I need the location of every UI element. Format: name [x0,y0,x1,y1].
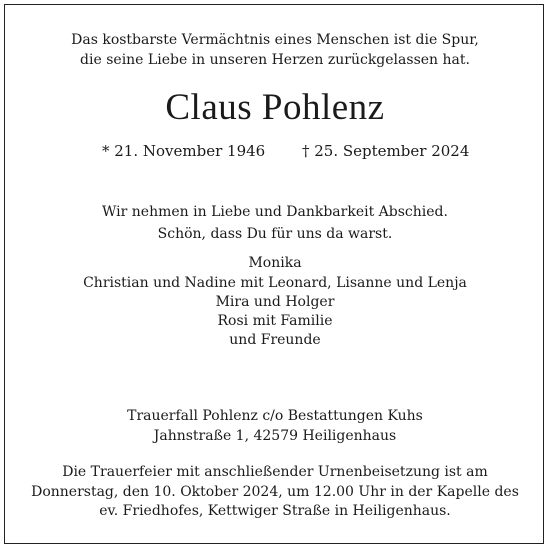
address-line-2: Jahnstraße 1, 42579 Heiligenhaus [153,428,397,444]
farewell-line-2: Schön, dass Du für uns da warst. [157,226,393,242]
mourner-1: Monika [248,255,302,271]
mourner-2: Christian und Nadine mit Leonard, Lisanne und Lenja [83,275,467,291]
quote-line-1: Das kostbarste Vermächtnis eines Menschen ist die Spur, [71,32,479,48]
birth-date: * 21. November 1946 [102,142,266,160]
quote-line-2: die seine Liebe in unseren Herzen zurückgelassen hat. [80,52,470,68]
mourner-4: Rosi mit Familie [217,313,333,329]
death-date: † 25. September 2024 [302,142,470,160]
deceased-name: Claus Pohlenz [165,87,385,128]
farewell-line-1: Wir nehmen in Liebe und Dankbarkeit Abschied. [102,204,448,220]
mourner-5: und Freunde [229,332,321,348]
mourner-3: Mira und Holger [215,294,335,310]
service-line-2: Donnerstag, den 10. Oktober 2024, um 12.00 Uhr in der Kapelle des [31,484,519,500]
address-line-1: Trauerfall Pohlenz c/o Bestattungen Kuhs [127,408,423,424]
service-line-3: ev. Friedhofes, Kettwiger Straße in Heiligenhaus. [99,503,451,519]
service-line-1: Die Trauerfeier mit anschließender Urnenbeisetzung ist am [62,464,488,480]
